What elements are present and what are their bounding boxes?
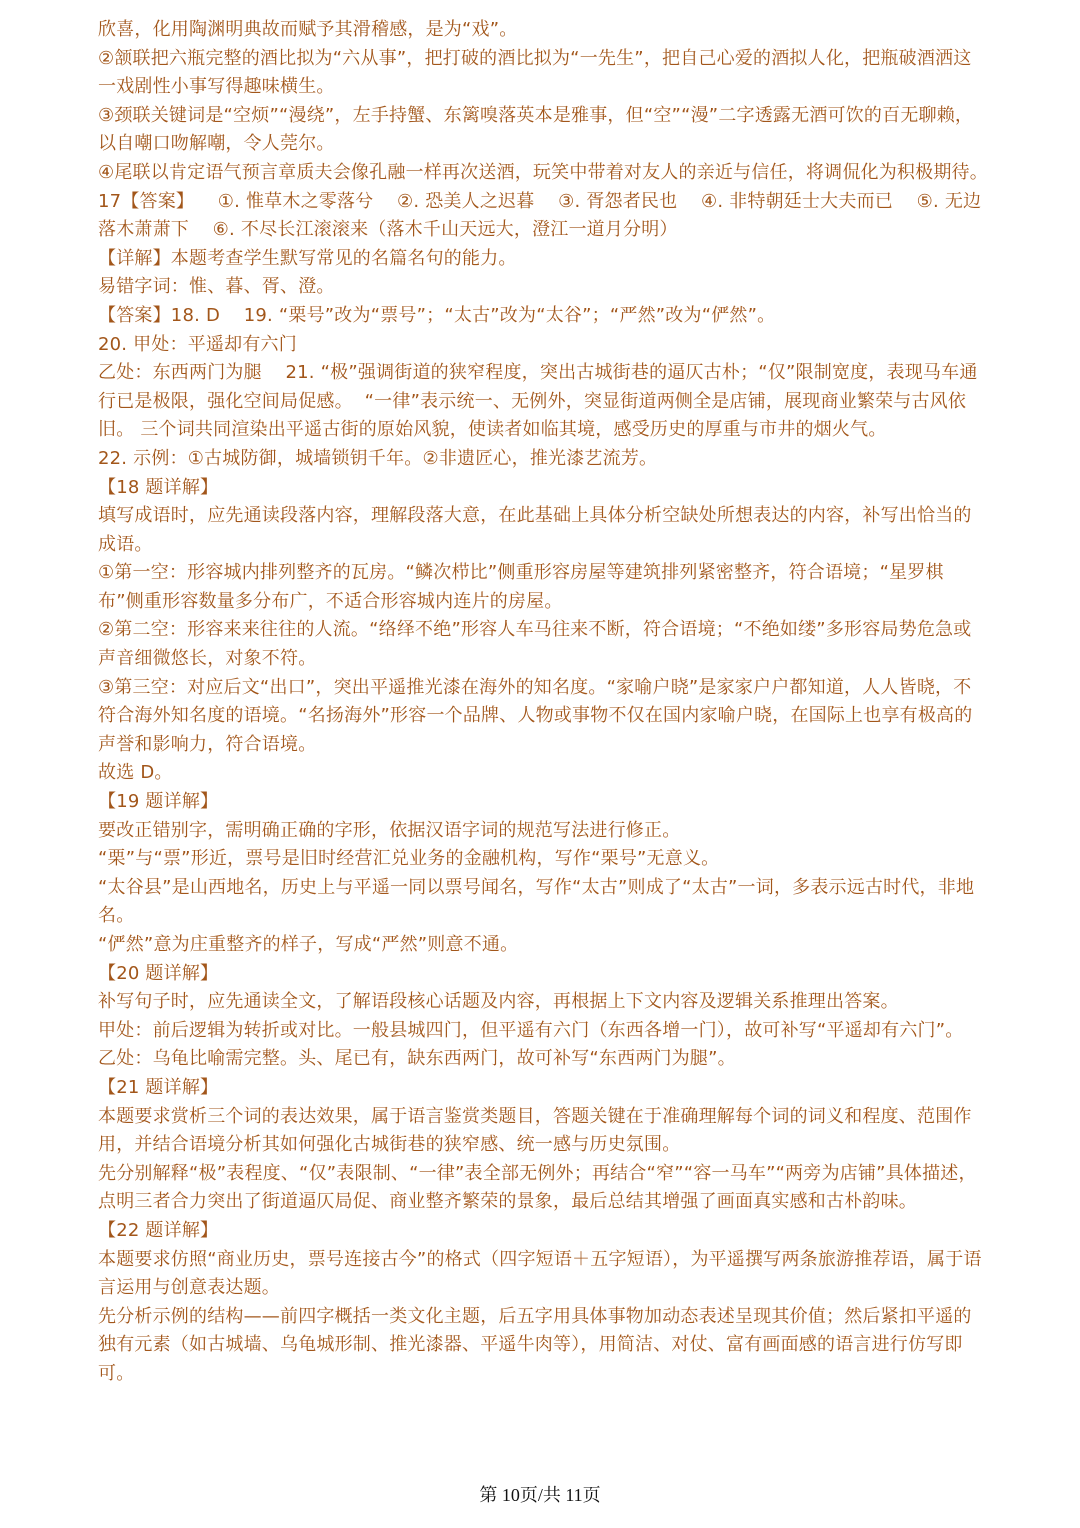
section-heading-21: 【21 题详解】 (98, 1076, 219, 1098)
paragraph: 要改正错别字，需明确正确的字形，依据汉语字词的规范写法进行修正。 (98, 819, 681, 841)
answer-content (98, 16, 988, 1389)
page-number: 第 10页/共 11页 (479, 1485, 601, 1505)
answer-17: 17【答案】 ①. 惟草木之零落兮 ②. 恐美人之迟暮 ③. 胥怨者民也 ④. 非特朝廷士大夫而已 ⑤. 无边落木萧萧下 ⑥. 不尽长江滚滚来（落木千山天远大，澄江一道月分明） (98, 190, 982, 241)
paragraph: “栗”与“票”形近，票号是旧时经营汇兑业务的金融机构，写作“栗号”无意义。 (98, 848, 720, 870)
section-heading-19: 【19 题详解】 (98, 791, 219, 813)
section-heading-18: 【18 题详解】 (98, 476, 219, 498)
paragraph: 先分别解释“极”表程度、“仅”表限制、“一律”表全部无例外；再结合“窄”“容一马车”“两旁为店铺”具体描述，点明三者合力突出了街道逼仄局促、商业整齐繁荣的景象，最后总结其增强了画面真实感和古朴韵味。 (98, 1162, 977, 1213)
paragraph: 本题要求赏析三个词的表达效果，属于语言鉴赏类题目，答题关键在于准确理解每个词的词义和程度、范围作用，并结合语境分析其如何强化古城街巷的狭窄感、统一感与历史氛围。 (98, 1105, 972, 1156)
section-heading-20: 【20 题详解】 (98, 962, 219, 984)
answer-18-19: 【答案】18. D 19. “栗号”改为“票号”；“太古”改为“太谷”；“严然”改为“俨然”。 (98, 304, 776, 326)
answer-22: 22. 示例：①古城防御，城墙锁钥千年。②非遗匠心，推光漆艺流芳。 (98, 447, 658, 469)
paragraph: ④尾联以肯定语气预言章质夫会像孔融一样再次送酒，玩笑中带着对友人的亲近与信任，将调侃化为积极期待。 (98, 161, 988, 183)
paragraph: 填写成语时，应先通读段落内容，理解段落大意，在此基础上具体分析空缺处所想表达的内容，补写出恰当的成语。 (98, 505, 972, 555)
section-heading-22: 【22 题详解】 (98, 1219, 219, 1241)
answer-20: 20. 甲处：平遥却有六门 (98, 333, 297, 355)
paragraph: ②颔联把六瓶完整的酒比拟为“六从事”，把打破的酒比拟为“一先生”，把自己心爱的酒拟人化，把瓶破酒洒这一戏剧性小事写得趣味横生。 (98, 47, 972, 98)
paragraph: ①第一空：形容城内排列整齐的瓦房。“鳞次栉比”侧重形容房屋等建筑排列紧密整齐，符合语境；“星罗棋布”侧重形容数量多分布广，不适合形容城内连片的房屋。 (98, 562, 944, 612)
paragraph: 先分析示例的结构——前四字概括一类文化主题，后五字用具体事物加动态表述呈现其价值；然后紧扣平遥的独有元素（如古城墙、乌龟城形制、推光漆器、平遥牛肉等），用简洁、对仗、富有画面感的语言进行仿写即可。 (98, 1305, 972, 1384)
paragraph: 【详解】本题考查学生默写常见的名篇名句的能力。 (98, 247, 517, 269)
answer-20-21: 乙处：东西两门为腿 21. “极”强调街道的狭窄程度，突出古城街巷的逼仄古朴；“仅”限制宽度，表现马车通行已是极限，强化空间局促感。 “一律”表示统一、无例外，突显街道两侧全是店铺，展现商业繁荣与古风依旧。 三个词共同渲染出平遥古街的原始风貌，使读者如临其境，感受历史的厚重与市井的烟火气。 (98, 362, 978, 441)
paragraph: 故选 D。 (98, 762, 173, 784)
paragraph: ③第三空：对应后文“出口”，突出平遥推光漆在海外的知名度。“家喻户晓”是家家户户都知道，人人皆晓，不符合海外知名度的语境。“名扬海外”形容一个品牌、人物或事物不仅在国内家喻户晓，在国际上也享有极高的声誉和影响力，符合语境。 (98, 676, 973, 755)
paragraph: “俨然”意为庄重整齐的样子，写成“严然”则意不通。 (98, 934, 519, 955)
paragraph: ②第二空：形容来来往往的人流。“络绎不绝”形容人车马往来不断，符合语境；“不绝如缕”多形容局势危急或声音细微悠长，对象不符。 (98, 619, 972, 670)
paragraph: 本题要求仿照“商业历史，票号连接古今”的格式（四字短语＋五字短语），为平遥撰写两条旅游推荐语，属于语言运用与创意表达题。 (98, 1248, 982, 1299)
paragraph: “太谷县”是山西地名，历史上与平遥一同以票号闻名，写作“太古”则成了“太古”一词，多表示远古时代，非地名。 (98, 876, 975, 927)
paragraph: 欣喜，化用陶渊明典故而赋予其滑稽感，是为“戏”。 (98, 19, 518, 40)
paragraph: 乙处：乌龟比喻需完整。头、尾已有，缺东西两门，故可补写“东西两门为腿”。 (98, 1048, 736, 1070)
paragraph: 补写句子时，应先通读全文，了解语段核心话题及内容，再根据上下文内容及逻辑关系推理出答案。 (98, 991, 899, 1013)
paragraph: 甲处：前后逻辑为转折或对比。一般县城四门，但平遥有六门（东西各增一门），故可补写“平遥却有六门”。 (98, 1019, 964, 1041)
paragraph: ③颈联关键词是“空烦”“漫绕”，左手持蟹、东篱嗅落英本是雅事，但“空”“漫”二字透露无酒可饮的百无聊赖，以自嘲口吻解嘲，令人莞尔。 (98, 104, 974, 155)
paragraph: 易错字词：惟、暮、胥、澄。 (98, 276, 335, 298)
